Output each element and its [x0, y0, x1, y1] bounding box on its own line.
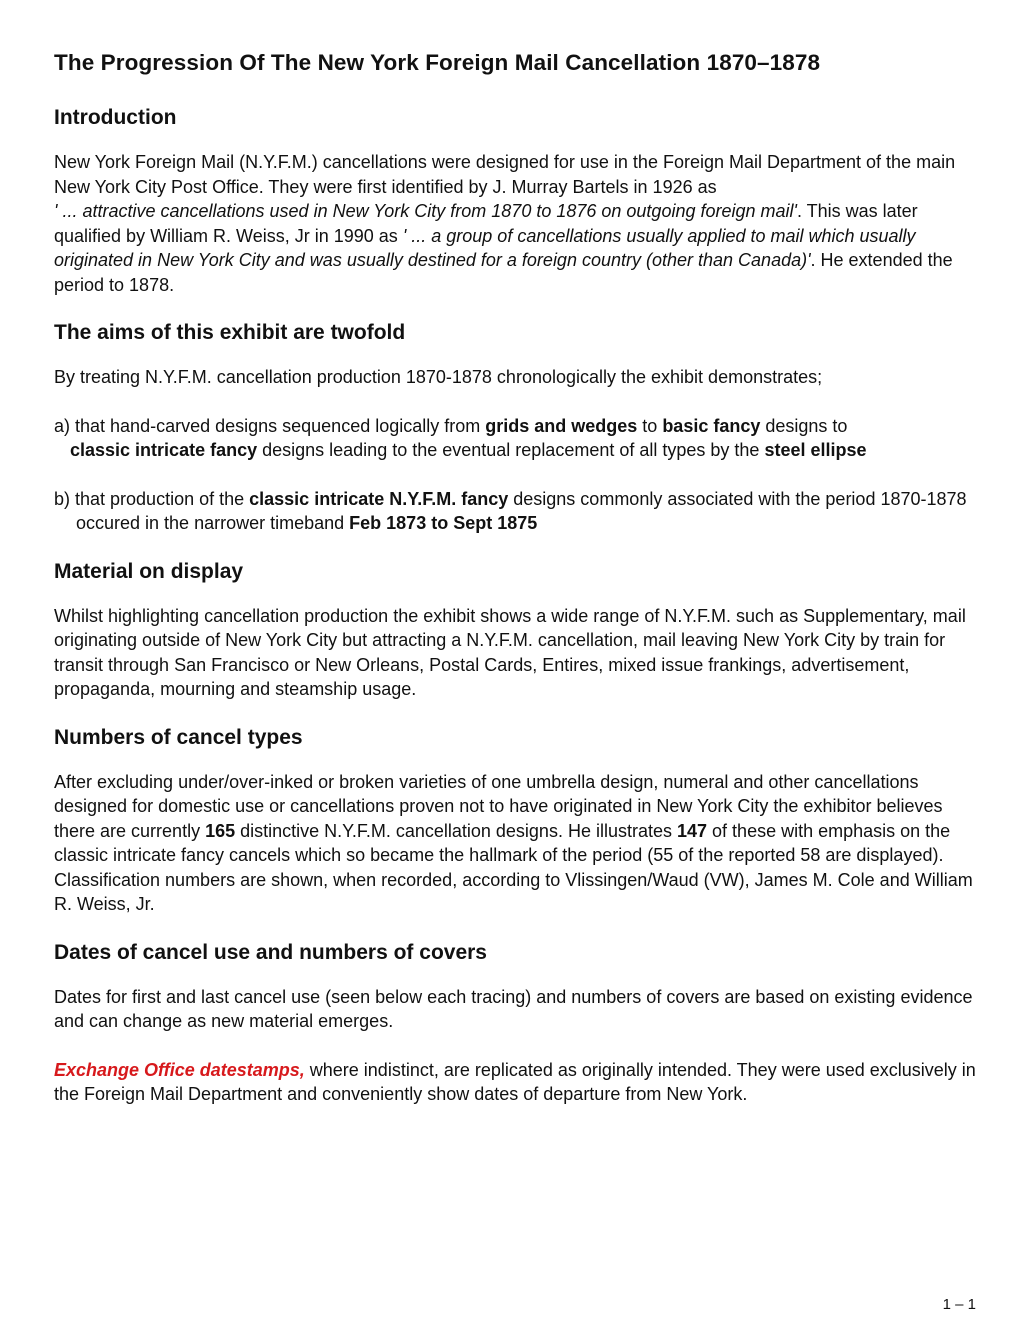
page-title: The Progression Of The New York Foreign Mail Cancellation 1870–1878 [54, 50, 821, 75]
aims-b-bold-timeband: Feb 1873 to Sept 1875 [349, 513, 538, 533]
numbers-text-3: of these with emphasis on the classic intricate fancy cancels which so became the hallmark of the period (55 of the reported 58 are displayed). Classification numbers are shown, when recorded, according to Vlissingen/Waud (VW), James M. Cole and William R. Weiss, Jr. [54, 820, 973, 914]
material-heading: Material on display [54, 559, 244, 583]
material-paragraph: Whilst highlighting cancellation production the exhibit shows a wide range of N.Y.F.M. such as Supplementary, mail originating outside of New York City but attracting a N.Y.F.M. cancellation, mail leaving New York City by train for transit through San Francisco or New Orleans, Postal Cards, Entires, mixed issue frankings, advertisement, propaganda, mourning and steamship usage. [54, 605, 966, 699]
aims-a-text-3: designs to [760, 415, 848, 436]
exchange-office-paragraph [54, 1058, 984, 1107]
material-section [54, 560, 984, 702]
aims-a-text-1: a) that hand-carved designs sequenced logically from [54, 415, 486, 436]
bartels-quote: ' ... attractive cancellations used in New York City from 1870 to 1876 on outgoing foreign mail' [54, 201, 797, 221]
dates-heading: Dates of cancel use and numbers of covers [54, 940, 487, 964]
aims-a-text-4: designs leading to the eventual replacement of all types by the [257, 440, 765, 460]
dates-section [54, 941, 984, 1107]
introduction-heading: Introduction [54, 106, 177, 129]
aims-heading: The aims of this exhibit are twofold [54, 321, 406, 344]
numbers-heading: Numbers of cancel types [54, 725, 303, 749]
numbers-count-distinctive: 165 [205, 820, 236, 841]
aims-a-bold-grids: grids and wedges [485, 415, 638, 436]
numbers-section [54, 726, 984, 917]
exchange-office-text: where indistinct, are replicated as originally intended. They were used exclusively in the Foreign Mail Department and conveniently show dates of departure from New York. [54, 1059, 976, 1104]
numbers-text-1: After excluding under/over-inked or broken varieties of one umbrella design, numeral and other cancellations designed for domestic use or cancellations proven not to have originated in New York City the exhibitor believes there are currently [54, 771, 943, 841]
page-number: 1 – 1 [942, 1296, 976, 1313]
introduction-text-2: . This was later qualified by William R. Weiss, Jr in 1990 as [54, 201, 918, 246]
aims-b-text-2: designs commonly associated with the period 1870-1878 occured in the narrower timeband [76, 488, 967, 533]
introduction-paragraph [54, 150, 984, 297]
aims-section [54, 321, 984, 536]
numbers-count-illustrated: 147 [677, 820, 708, 841]
aims-a-bold-classic: classic intricate fancy [70, 440, 258, 460]
exchange-office-highlight: Exchange Office datestamps, [54, 1059, 305, 1080]
document-page [54, 50, 984, 1131]
introduction-text-3: . He extended the period to 1878. [54, 250, 953, 295]
introduction-section [54, 106, 984, 297]
dates-paragraph: Dates for first and last cancel use (seen below each tracing) and numbers of covers are based on existing evidence and can change as new material emerges. [54, 986, 973, 1031]
aims-a-text-2: to [637, 415, 663, 436]
introduction-text-1: New York Foreign Mail (N.Y.F.M.) cancellations were designed for use in the Foreign Mail Department of the main New York City Post Office. They were first identified by J. Murray Bartels in 1926 as [54, 152, 956, 197]
aims-b-bold-classic: classic intricate N.Y.F.M. fancy [249, 488, 509, 509]
aims-lead: By treating N.Y.F.M. cancellation production 1870-1878 chronologically the exhibit demonstrates; [54, 367, 823, 387]
aims-a-bold-basic: basic fancy [662, 415, 761, 436]
aims-b-text-1: b) that production of the [54, 488, 250, 509]
aims-item-b [54, 487, 984, 536]
aims-a-bold-steel: steel ellipse [764, 440, 867, 460]
aims-item-a [54, 414, 984, 463]
weiss-quote: ' ... a group of cancellations usually applied to mail which usually originated in New York City and was usually destined for a foreign country (other than Canada)' [54, 225, 916, 270]
numbers-paragraph [54, 770, 984, 917]
numbers-text-2: distinctive N.Y.F.M. cancellation designs. He illustrates [235, 820, 677, 841]
